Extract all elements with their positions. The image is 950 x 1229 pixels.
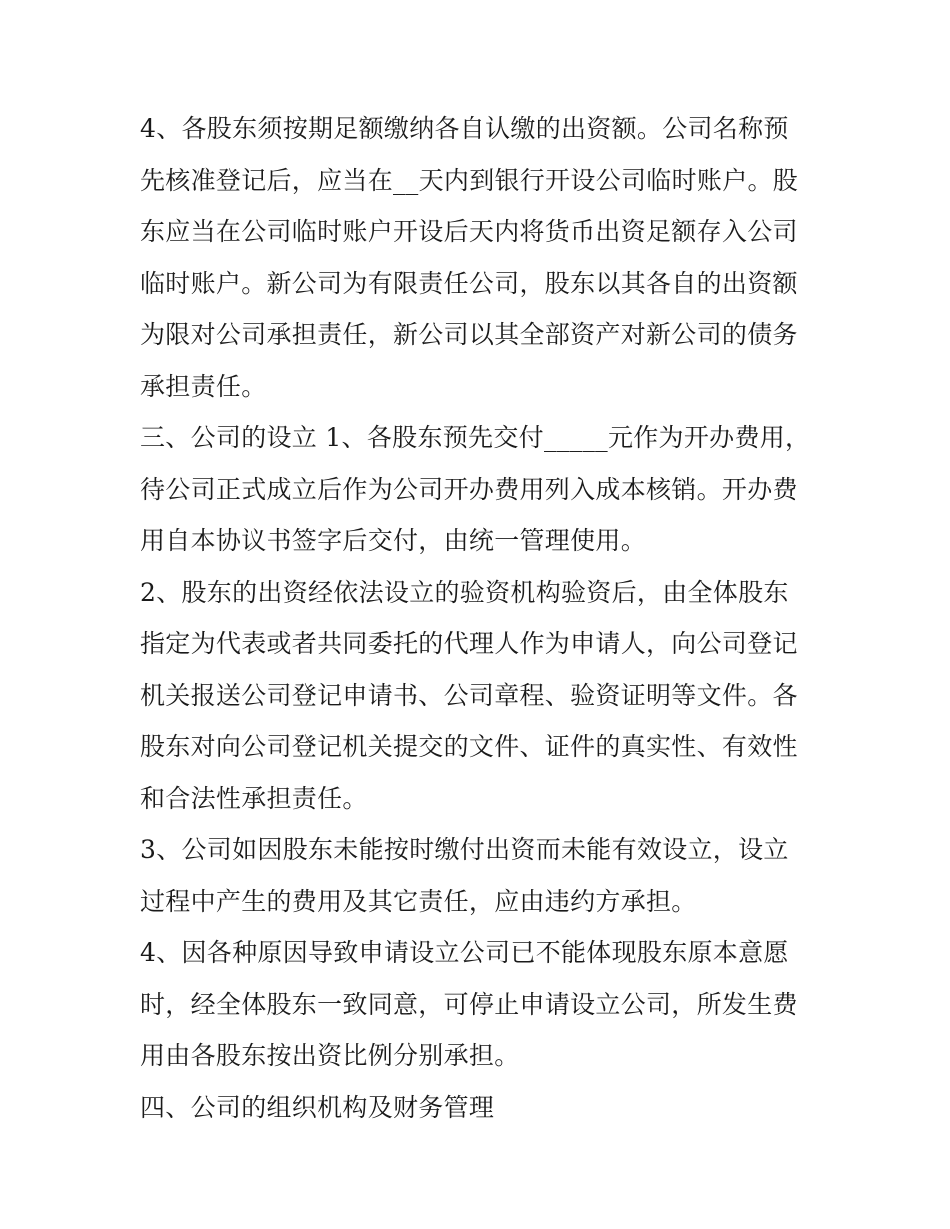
paragraph-section-three-setup: 三、公司的设立 1、各股东预先交付_____元作为开办费用，待公司正式成立后作为公司开办费用列入成本核销。开办费用自本协议书签字后交付，由统一管理使用。 [140, 423, 811, 555]
paragraph-capital-contribution: 4、各股东须按期足额缴纳各自认缴的出资额。公司名称预先核准登记后，应当在__天内到银行开设公司临时账户。股东应当在公司临时账户开设后天内将货币出资足额存入公司临时账户。新公司为有限责任公司，股东以其各自的出资额为限对公司承担责任，新公司以其全部资产对新公司的债务承担责任。 [140, 114, 799, 401]
section-heading-organization: 四、公司的组织机构及财务管理 [140, 1092, 495, 1122]
paragraph-registration-application: 2、股东的出资经依法设立的验资机构验资后，由全体股东指定为代表或者共同委托的代理人作为申请人，向公司登记机关报送公司登记申请书、公司章程、验资证明等文件。各股东对向公司登记机关提交的文件、证件的真实性、有效性和合法性承担责任。 [140, 577, 798, 813]
paragraph-failure-liability: 3、公司如因股东未能按时缴付出资而未能有效设立，设立过程中产生的费用及其它责任，应由违约方承担。 [140, 835, 789, 916]
paragraph-stop-application: 4、因各种原因导致申请设立公司已不能体现股东原本意愿时，经全体股东一致同意，可停止申请设立公司，所发生费用由各股东按出资比例分别承担。 [140, 938, 798, 1070]
document-body [140, 103, 812, 1133]
